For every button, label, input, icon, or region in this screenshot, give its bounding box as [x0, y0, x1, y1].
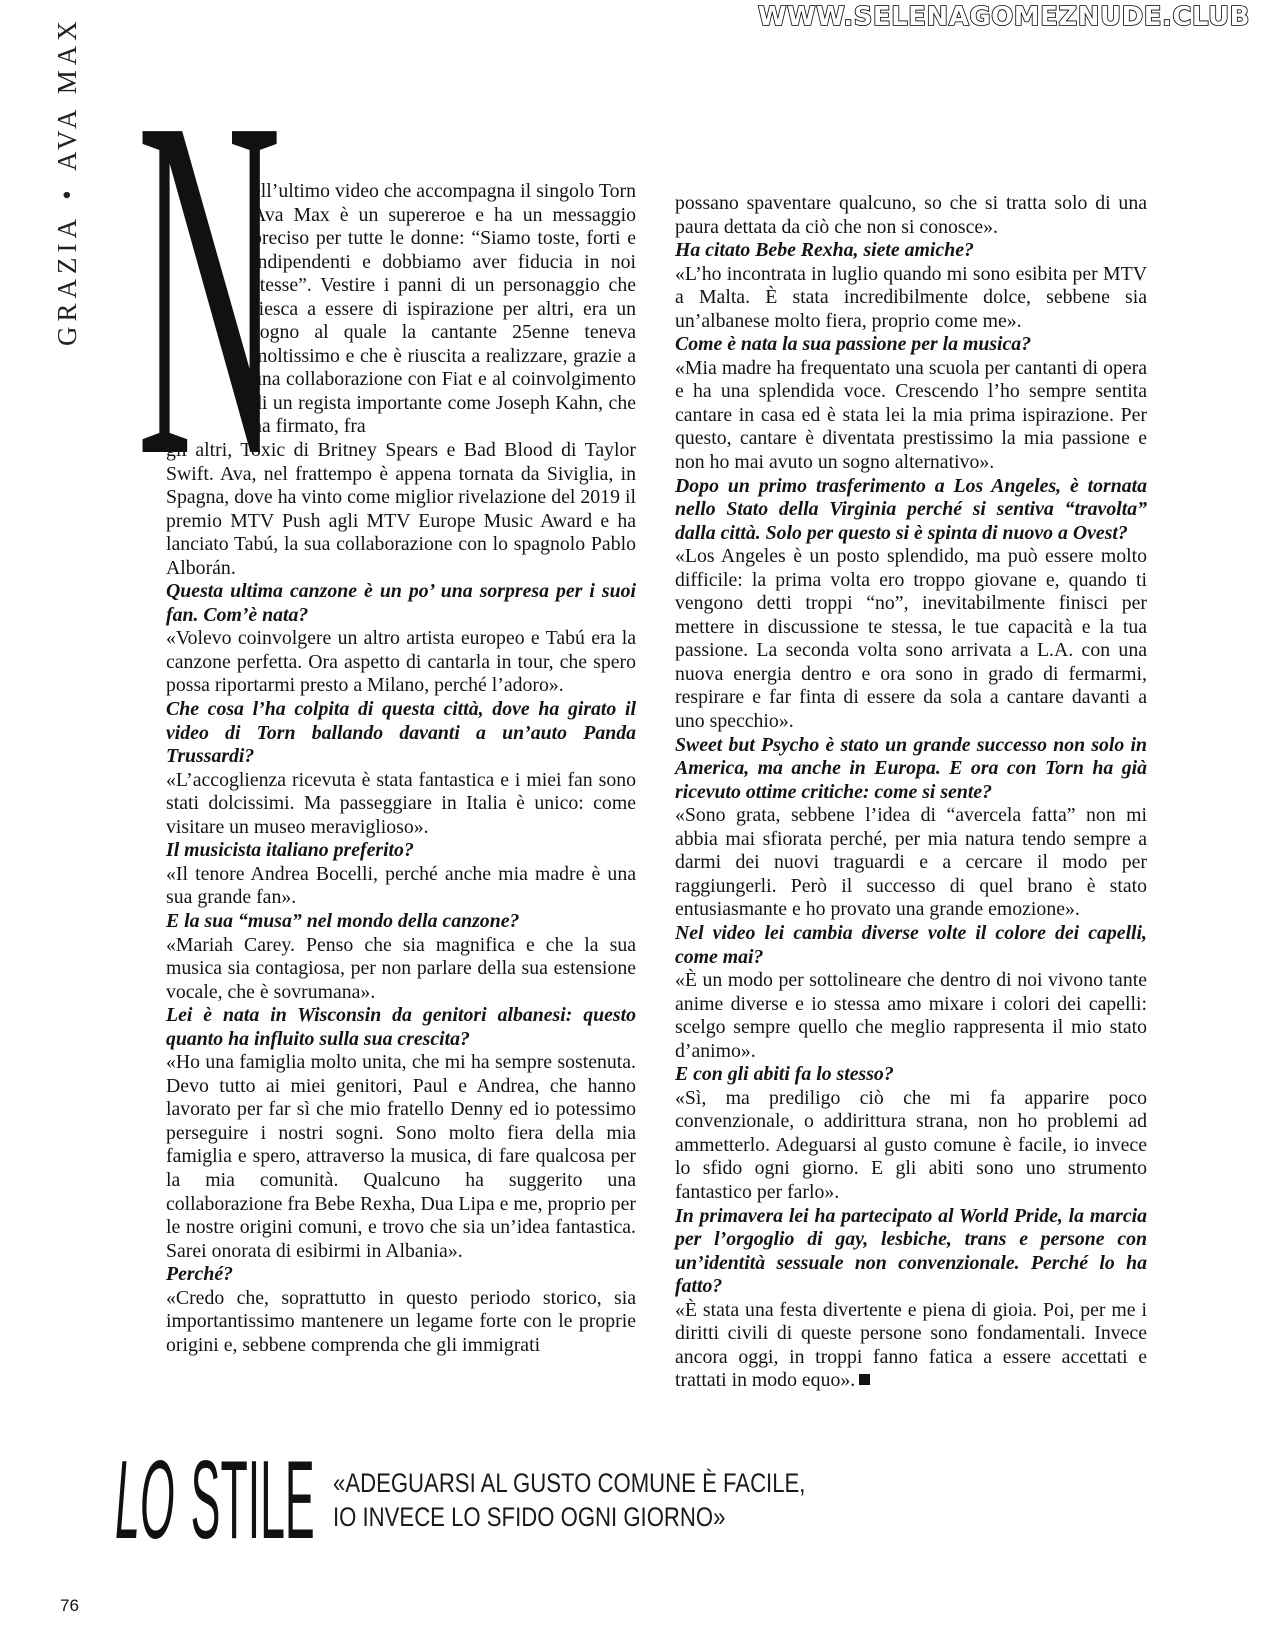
site-watermark: WWW.SELENAGOMEZNUDE.CLUB: [757, 2, 1250, 32]
interview-question: Che cosa l’ha colpita di questa città, dove ha girato il video di Torn ballando davanti a un’auto Panda Trussardi?: [166, 698, 636, 768]
running-head: [36, 16, 96, 358]
interview-question: Nel video lei cambia diverse volte il colore dei capelli, come mai?: [675, 921, 1147, 968]
interview-question: Il musicista italiano preferito?: [166, 839, 414, 862]
interview-answer-continued: possano spaventare qualcuno, so che si tratta solo di una paura dettata da ciò che non si conosce».: [675, 192, 1147, 238]
interview-question: Sweet but Psycho è stato un grande successo non solo in America, ma anche in Europa. E ora con Torn ha già ricevuto ottime critiche: come si sente?: [675, 733, 1147, 803]
interview-answer: «L’ho incontrata in luglio quando mi sono esibita per MTV a Malta. È stata incredibilmente dolce, sebbene sia un’albanese molto fiera, proprio come me».: [675, 262, 1147, 332]
page-number: 76: [60, 1596, 79, 1615]
article-column-left: [166, 180, 636, 1357]
intro-paragraph-continued: gli altri, Toxic di Britney Spears e Bad Blood di Taylor Swift. Ava, nel frattempo è appena tornata da Siviglia, in Spagna, dove ha vinto come miglior rivelazione del 2019 il premio MTV Push agli MTV Europe Music Award e ha lanciato Tabú, la sua collaborazione con lo spagnolo Pablo Alborán.: [166, 439, 636, 579]
interview-answer: «Mariah Carey. Penso che sia magnifica e che la sua musica sia contagiosa, per non parlare della sua estensione vocale, che è sovrumana».: [166, 933, 636, 1003]
interview-question: In primavera lei ha partecipato al World Pride, la marcia per l’orgoglio di gay, lesbiche, trans e persone con un’identità sessuale non convenzionale. Perché lo ha fatto?: [675, 1204, 1147, 1298]
interview-answer: «Volevo coinvolgere un altro artista europeo e Tabú era la canzone perfetta. Ora aspetto di cantarla in tour, che spero possa riportarmi presto a Milano, perché l’adoro».: [166, 627, 636, 697]
end-of-article-mark: [859, 1374, 870, 1385]
heading-bold-word: STILE: [190, 1438, 315, 1563]
pull-quote: [333, 1466, 806, 1534]
interview-answer: «Il tenore Andrea Bocelli, perché anche mia madre è una sua grande fan».: [166, 862, 636, 909]
running-head-magazine: GRAZIA: [52, 215, 82, 346]
heading-light-word: LO: [115, 1438, 175, 1563]
running-head-subject: AVA MAX: [52, 16, 82, 172]
interview-answer: «Ho una famiglia molto unita, che mi ha sempre sostenuta. Devo tutto ai miei genitori, Paul e Andrea, che hanno lavorato per far sì che mio fratello Denny ed io potessimo perseguire i nostri sogni. Sono molto fiera della mia famiglia e spero, attraverso la musica, di fare qualcosa per la mia comunità. Qualcuno ha suggerito una collaborazione fra Bebe Rexha, Dua Lipa e me, proprio per le nostre origini comuni, e trovo che sia un’idea fantastica. Sarei onorata di esibirmi in Albania».: [166, 1051, 636, 1262]
interview-answer: «È un modo per sottolineare che dentro di noi vivono tante anime diverse e io stessa amo mixare i colori dei capelli: scelgo sempre quello che meglio rappresenta il mio stato d’animo».: [675, 969, 1147, 1062]
interview-answer-final: [675, 1299, 1147, 1393]
interview-question: Questa ultima canzone è un po’ una sorpresa per i suoi fan. Com’è nata?: [166, 580, 636, 626]
interview-answer: «Sì, ma prediligo ciò che mi fa apparire poco convenzionale, o addirittura strana, non ho problemi ad ammetterlo. Adeguarsi al gusto comune è facile, io invece lo sfido ogni giorno. E gli abiti sono uno strumento fantastico per farlo».: [675, 1086, 1147, 1203]
interview-question: E la sua “musa” nel mondo della canzone?: [166, 909, 520, 932]
interview-question: Come è nata la sua passione per la musica?: [675, 333, 1032, 356]
intro-paragraph: ell’ultimo video che accompagna il singolo Torn Ava Max è un supereroe e ha un messaggio preciso per tutte le donne: “Siamo toste, forti e indipendenti e dobbiamo aver fiducia in noi stesse”. Vestire i panni di un personaggio che riesca a essere di ispirazione per altri, era un sogno al quale la cantante 25enne teneva moltissimo e che è riuscita a realizzare, grazie a una collaborazione con Fiat e al coinvolgimento di un regista importante come Joseph Kahn, che ha firmato, fra: [252, 180, 636, 438]
svg-text:GRAZIA • AVA M: [52, 16, 82, 346]
article-column-right: [675, 192, 1147, 1393]
interview-question: Perché?: [166, 1263, 234, 1286]
pull-quote-line-2: IO INVECE LO SFIDO OGNI GIORNO»: [333, 1502, 726, 1532]
interview-question: Ha citato Bebe Rexha, siete amiche?: [675, 239, 974, 262]
interview-question: Lei è nata in Wisconsin da genitori albanesi: questo quanto ha influito sulla sua crescita?: [166, 1004, 636, 1050]
final-answer-text: «È stata una festa divertente e piena di gioia. Poi, per me i diritti civili di queste persone sono fondamentali. Invece ancora oggi, in troppi fanno fatica a essere accettati e trattati in modo equo».: [675, 1298, 1147, 1392]
interview-question: E con gli abiti fa lo stesso?: [675, 1063, 894, 1086]
lo-stile-heading: [115, 1432, 315, 1563]
interview-answer: «L’accoglienza ricevuta è stata fantastica e i miei fan sono stati dolcissimi. Ma passeggiare in Italia è unico: come visitare un museo meraviglioso».: [166, 768, 636, 838]
interview-question: Dopo un primo trasferimento a Los Angeles, è tornata nello Stato della Virginia perché si sentiva “travolta” dalla città. Solo per questo si è spinta di nuovo a Ovest?: [675, 474, 1147, 544]
interview-answer: «Credo che, soprattutto in questo periodo storico, sia importantissimo mantenere un legame forte con le proprie origini e, sebbene comprenda che gli immigrati: [166, 1286, 636, 1356]
pull-quote-line-1: «ADEGUARSI AL GUSTO COMUNE È FACILE,: [333, 1468, 806, 1498]
interview-answer: «Sono grata, sebbene l’idea di “avercela fatta” non mi abbia mai sfiorata perché, per mia natura tendo sempre a darmi dei nuovi traguardi e a cercare il modo per raggiungerli. Però il successo di quel brano è stato entusiasmante e ho provato una grande emozione».: [675, 804, 1147, 921]
svg-text:LO STILE: [115, 1438, 315, 1563]
running-head-bullet: •: [52, 185, 82, 200]
interview-answer: «Mia madre ha frequentato una scuola per cantanti di opera e ha una splendida voce. Crescendo l’ho sempre sentita cantare in casa ed è stata lei la mia prima ispirazione. Per questo, cantare è diventata prestissimo la mia passione e non ho mai avuto un sogno alternativo».: [675, 356, 1147, 474]
dropcap-letter: N: [136, 15, 282, 559]
interview-answer: «Los Angeles è un posto splendido, ma può essere molto difficile: la prima volta ero troppo giovane e, quando ti vengono detti troppi “no”, inevitabilmente finisci per mettere in discussione te stessa, le tue capacità e la tua passione. La seconda volta sono arrivata a L.A. con una nuova energia dentro e ora sono in grado di fermarmi, respirare e far finta di essere da sola a cantare davanti a uno specchio».: [675, 545, 1147, 733]
